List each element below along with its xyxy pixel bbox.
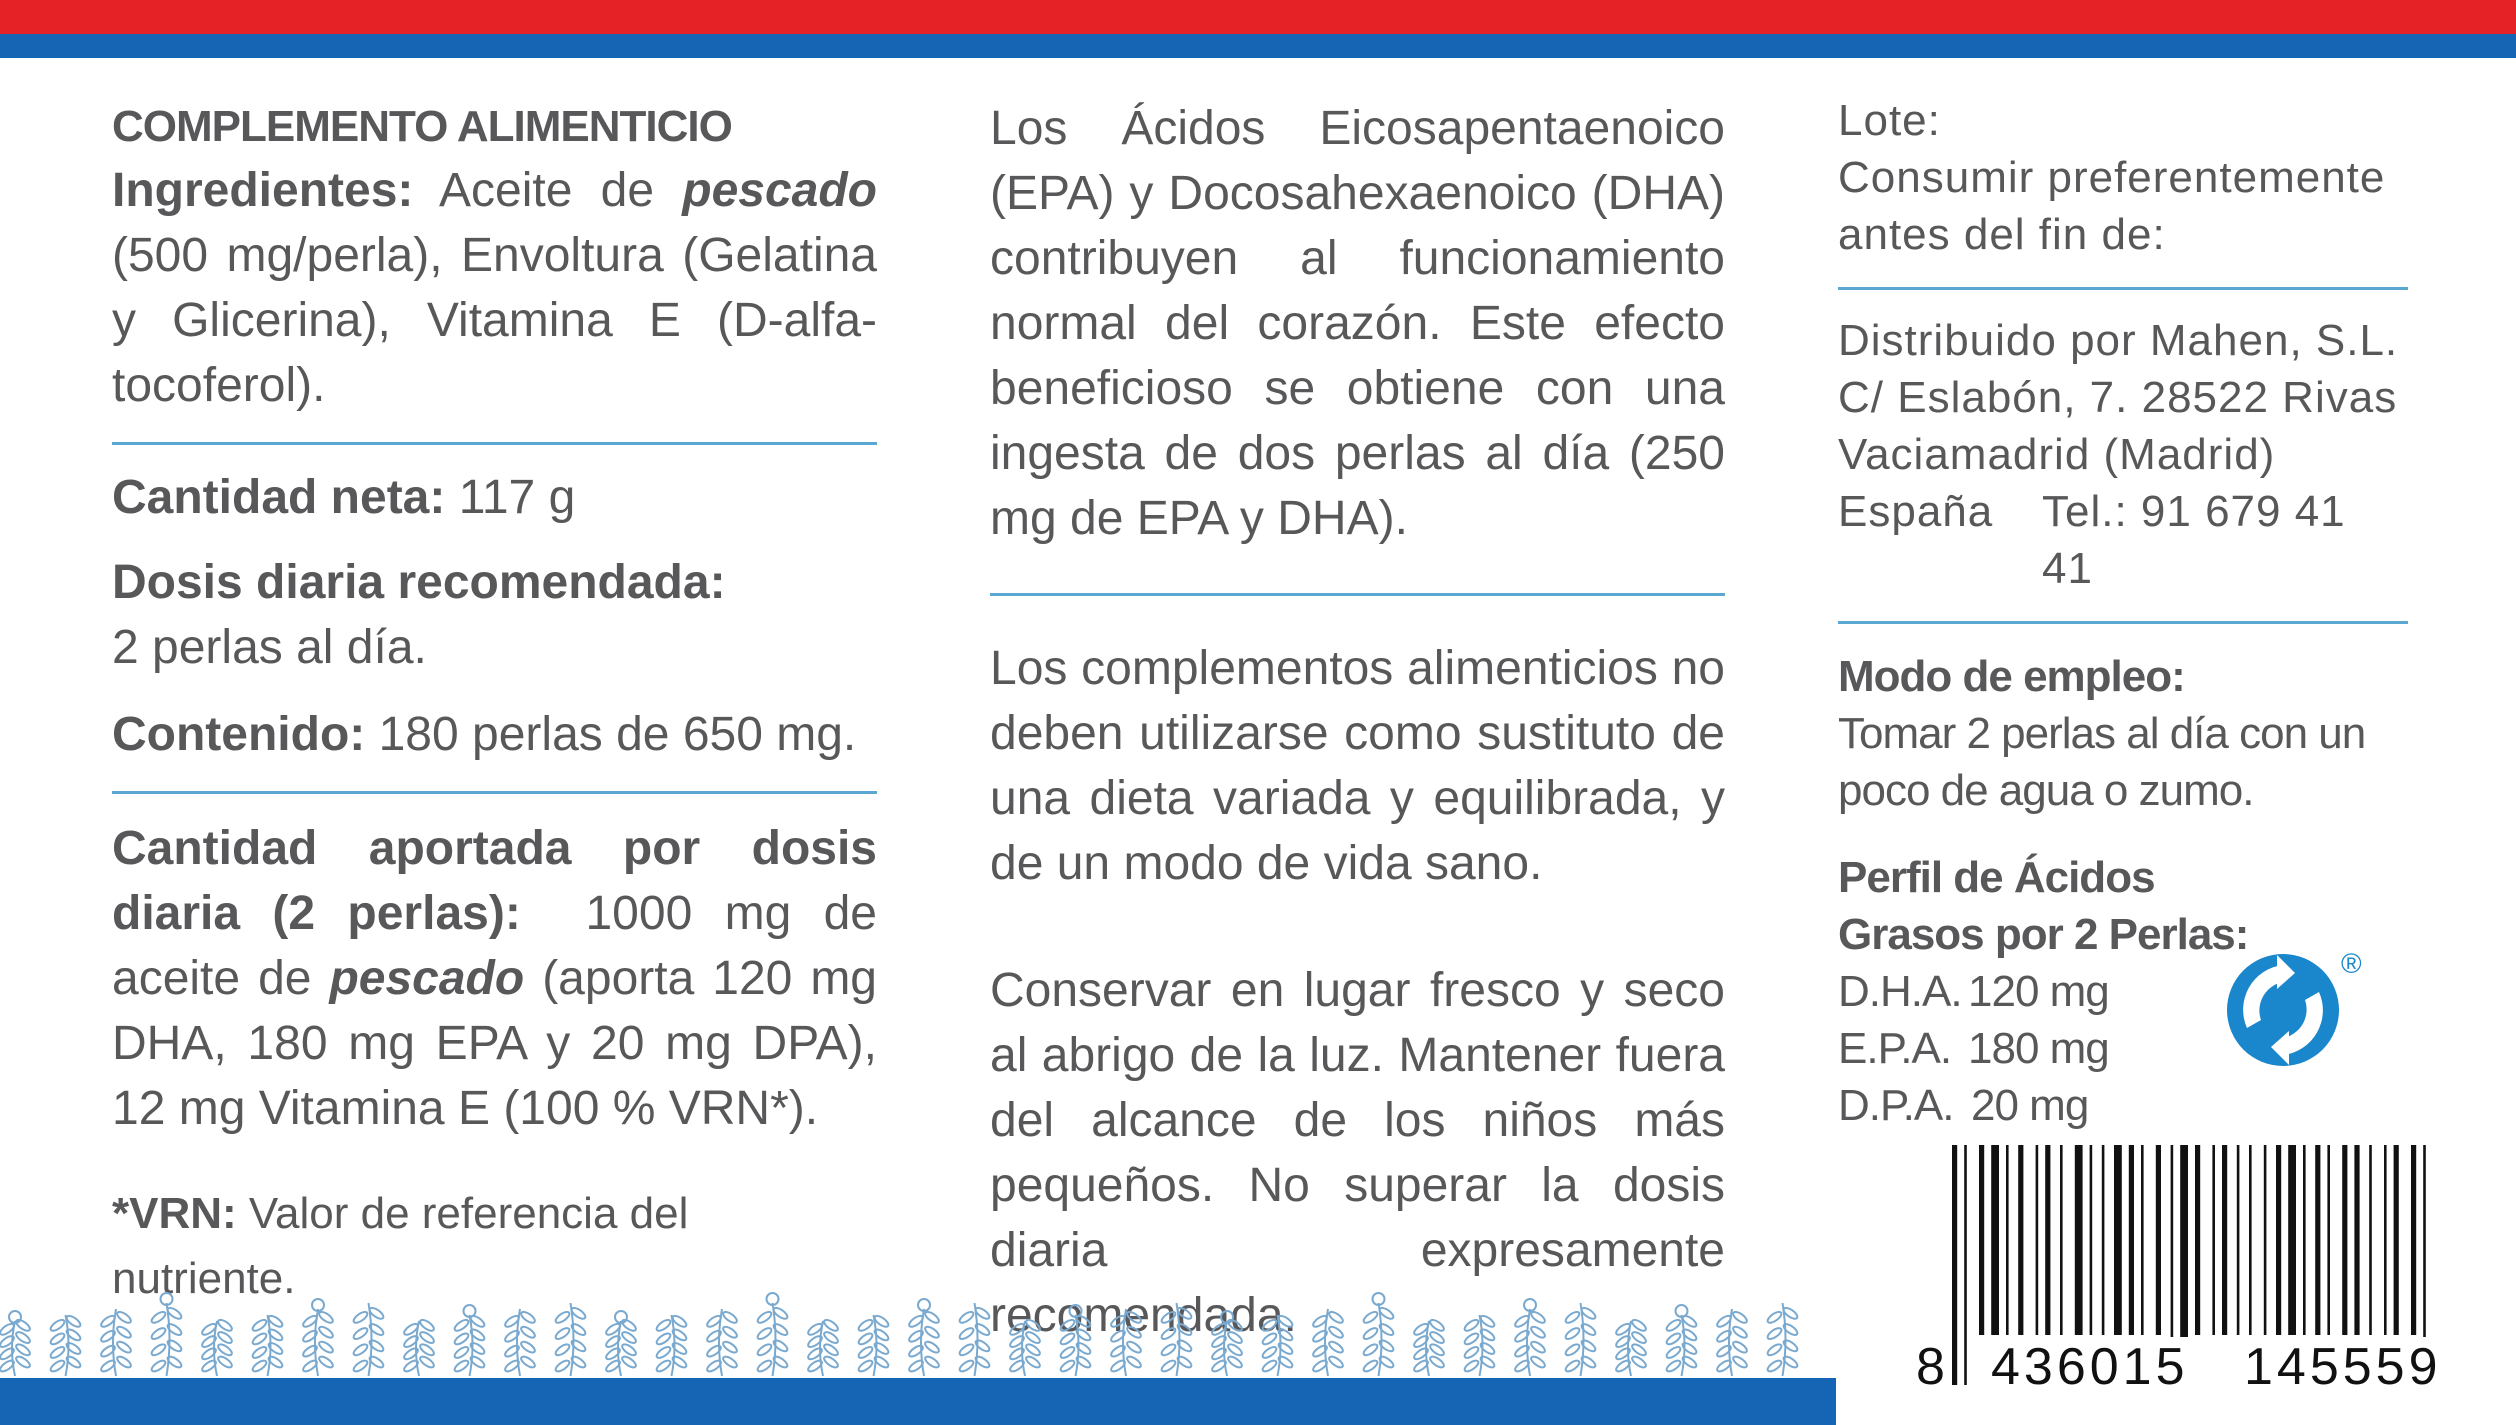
ingredients-text: Ingredientes: Aceite de pescado (500 mg/perla), Envoltura (Gelatina y Glicerina), Vitamina E (D-alfa-tocoferol). (112, 164, 877, 412)
registered-mark: ® (2341, 948, 2362, 979)
amount-per-dose-label: Cantidad aportada por dosis diaria (2 perlas): (112, 822, 877, 940)
barcode-bar (2249, 1145, 2252, 1335)
profile-name: D.H.A. (1838, 967, 1962, 1016)
plant-sprig-icon (958, 1303, 991, 1376)
profile-value: 20 mg (1971, 1081, 2089, 1130)
barcode-bar (2411, 1145, 2416, 1335)
ingredient-fish: pescado (682, 164, 877, 217)
profile-row-dpa (1838, 1077, 2408, 1134)
daily-dose-value: 2 perlas al día. (112, 621, 427, 674)
claims-column (990, 96, 1725, 1348)
plant-sprig-icon (705, 1309, 738, 1376)
plant-sprig-icon (1412, 1318, 1445, 1376)
barcode-left-digits: 436015 (1985, 1337, 2195, 1397)
daily-dose: Dosis diaria recomendada: 2 perlas al día. (112, 556, 726, 674)
barcode-bar (2129, 1145, 2134, 1335)
green-dot-recycle-icon (2225, 945, 2365, 1075)
separator (1838, 287, 2408, 290)
plant-sprig-icon (352, 1303, 385, 1376)
barcode-bar (2237, 1145, 2240, 1335)
plant-sprig-icon (503, 1309, 536, 1376)
separator (112, 791, 877, 794)
plant-sprig-icon (301, 1299, 334, 1376)
profile-value: 120 mg (1968, 967, 2109, 1016)
profile-title-text: Perfil de Ácidos Grasos por 2 Perlas (1838, 853, 2235, 959)
plant-sprig-icon (1564, 1303, 1597, 1376)
barcode-bar (2195, 1145, 2200, 1335)
profile-name: E.P.A. (1838, 1024, 1952, 1073)
barcode-bar (2006, 1145, 2009, 1335)
net-quantity: Cantidad neta: 117 g (112, 471, 576, 524)
barcode-bar (2369, 1145, 2372, 1335)
top-red-band (0, 0, 2516, 34)
barcode-bar (2102, 1145, 2105, 1335)
plant-sprig-icon (1210, 1311, 1243, 1376)
plant-sprig-icon (554, 1303, 587, 1376)
country: España (1838, 487, 1994, 536)
distributor-contact (1838, 483, 2408, 597)
plant-sprig-icon (1463, 1314, 1496, 1376)
plant-sprig-icon (756, 1293, 789, 1376)
amount-post: (aporta 120 mg DHA, 180 mg EPA y 20 mg DPA), 12 mg Vitamina E (100 % VRN*). (112, 952, 877, 1135)
storage-text: Conservar en lugar fresco y seco al abrigo de la luz. Mantener fuera del alcance de los niños más pequeños. No superar la dosis diaria expresamente recomendada. (990, 964, 1725, 1342)
distributor-line3: Vaciamadrid (Madrid) (1838, 430, 2276, 479)
barcode-bar (2075, 1145, 2083, 1335)
plant-sprig-icon (1362, 1293, 1395, 1376)
plant-sprig-icon (1766, 1303, 1799, 1376)
barcode-bar (2276, 1145, 2281, 1335)
content-value: 180 perlas de 650 mg. (378, 708, 857, 761)
plant-sprig-icon (1261, 1314, 1294, 1376)
plant-sprig-icon (1160, 1303, 1193, 1376)
plant-sprig-icon (251, 1314, 284, 1376)
profile-name: D.P.A. (1838, 1081, 1954, 1130)
barcode-bar (2303, 1145, 2306, 1335)
plant-sprig-icon (200, 1318, 233, 1376)
plant-sprig-icon (1109, 1309, 1142, 1376)
decorative-plants-border (0, 1290, 1836, 1378)
plant-sprig-icon (1665, 1305, 1698, 1376)
plant-sprig-icon (49, 1314, 82, 1376)
plant-sprig-icon (604, 1311, 637, 1376)
content-label: Contenido (112, 708, 350, 761)
top-blue-band (0, 34, 2516, 58)
product-type-title: COMPLEMENTO ALIMENTICIO (112, 102, 732, 151)
distributor-line1: Distribuido por Mahen, S.L. (1838, 316, 2399, 365)
plant-sprig-icon (806, 1318, 839, 1376)
vrn-text: Valor de referencia del nutriente. (112, 1189, 689, 1303)
separator (990, 593, 1725, 596)
amount-fish: pescado (329, 952, 525, 1005)
barcode-bar (2222, 1145, 2227, 1335)
barcode-right-digits: 145559 (2238, 1337, 2448, 1397)
barcode-bar (2036, 1145, 2039, 1335)
plant-sprig-icon (907, 1299, 940, 1376)
barcode-bar (2045, 1145, 2050, 1335)
barcode-bar (2114, 1145, 2122, 1335)
plant-sprig-icon (1059, 1305, 1092, 1376)
barcode-bar (2394, 1145, 2399, 1335)
amount-pre: 1000 mg de aceite de (112, 887, 878, 1005)
barcode-bar (2156, 1145, 2161, 1335)
plant-sprig-icon (150, 1293, 183, 1376)
plant-sprig-icon (655, 1314, 688, 1376)
vrn-note: *VRN: Valor de referencia del nutriente. (112, 1189, 689, 1303)
plant-sprig-icon (453, 1305, 486, 1376)
barcode-bar (1979, 1145, 1984, 1335)
content: Contenido: 180 perlas de 650 mg. (112, 708, 857, 761)
net-quantity-value: 117 g (458, 471, 576, 524)
plant-sprig-icon (1513, 1299, 1546, 1376)
barcode-bar (2288, 1145, 2296, 1335)
barcode-bar (2018, 1145, 2023, 1335)
composition-column (112, 96, 877, 1311)
plant-sprig-icon (1008, 1318, 1041, 1376)
separator (1838, 621, 2408, 624)
barcode-bar (2141, 1145, 2144, 1335)
best-before: Consumir preferentemente antes del fin de: (1838, 153, 2386, 259)
plant-sprig-icon (1311, 1309, 1344, 1376)
profile-value: 180 mg (1968, 1024, 2109, 1073)
plant-sprig-icon (0, 1311, 32, 1376)
separator (112, 442, 877, 445)
plant-sprig-icon (99, 1309, 132, 1376)
plant-sprig-icon (402, 1318, 435, 1376)
barcode-bar (2212, 1145, 2215, 1335)
amount-per-dose (112, 816, 877, 1141)
barcode-bar (2354, 1145, 2359, 1335)
warning-text: Los complementos alimenticios no deben utilizarse como sustituto de una dieta variada y equilibrada, y de un modo de vida sano. (990, 642, 1725, 890)
barcode-bar (2384, 1145, 2387, 1335)
barcode-bar (2342, 1145, 2347, 1335)
bottom-blue-band (0, 1378, 1836, 1425)
daily-dose-label: Dosis diaria recomendada (112, 556, 710, 609)
telephone: Tel.: 91 679 41 41 (2041, 487, 2346, 593)
barcode-bar (2327, 1145, 2330, 1335)
plant-sprig-icon (1614, 1318, 1647, 1376)
usage: Modo de empleo: Tomar 2 perlas al día con un poco de agua o zumo. (1838, 652, 2366, 815)
lot-label: Lote: (1838, 96, 1941, 145)
barcode-bar (1964, 1145, 1967, 1385)
ingredients-pre: Aceite de (438, 164, 655, 217)
ingredients-post: (500 mg/perla), Envoltura (Gelatina y Glicerina), Vitamina E (D-alfa-tocoferol). (112, 229, 877, 412)
net-quantity-label: Cantidad neta (112, 471, 430, 524)
barcode-bar (1991, 1145, 1999, 1335)
barcode-bar (2090, 1145, 2093, 1335)
usage-text: Tomar 2 perlas al día con un poco de agua o zumo. (1838, 709, 2366, 815)
health-claim: Los Ácidos Eicosapentaenoico (EPA) y Docosahexaenoico (DHA) contribuyen al funcionamiento normal del corazón. Este efecto beneficioso se obtiene con una ingesta de dos perlas al día (250 mg de EPA y DHA). (990, 102, 1725, 545)
fatty-acid-profile-title: Perfil de Ácidos Grasos por 2 Perlas: (1838, 853, 2249, 959)
ingredients-label: Ingredientes (112, 164, 398, 217)
distributor-line2: C/ Eslabón, 7. 28522 Rivas (1838, 373, 2398, 422)
barcode-bar (2060, 1145, 2063, 1335)
usage-label: Modo de empleo (1838, 652, 2172, 701)
barcode-bar (2315, 1145, 2320, 1335)
barcode-bar (1952, 1145, 1957, 1385)
barcode-first-digit: 8 (1910, 1337, 1951, 1397)
plant-sprig-icon (1715, 1309, 1748, 1376)
plant-sprig-icon (857, 1314, 890, 1376)
barcode-bar (2264, 1145, 2267, 1335)
vrn-label: *VRN (112, 1189, 223, 1238)
